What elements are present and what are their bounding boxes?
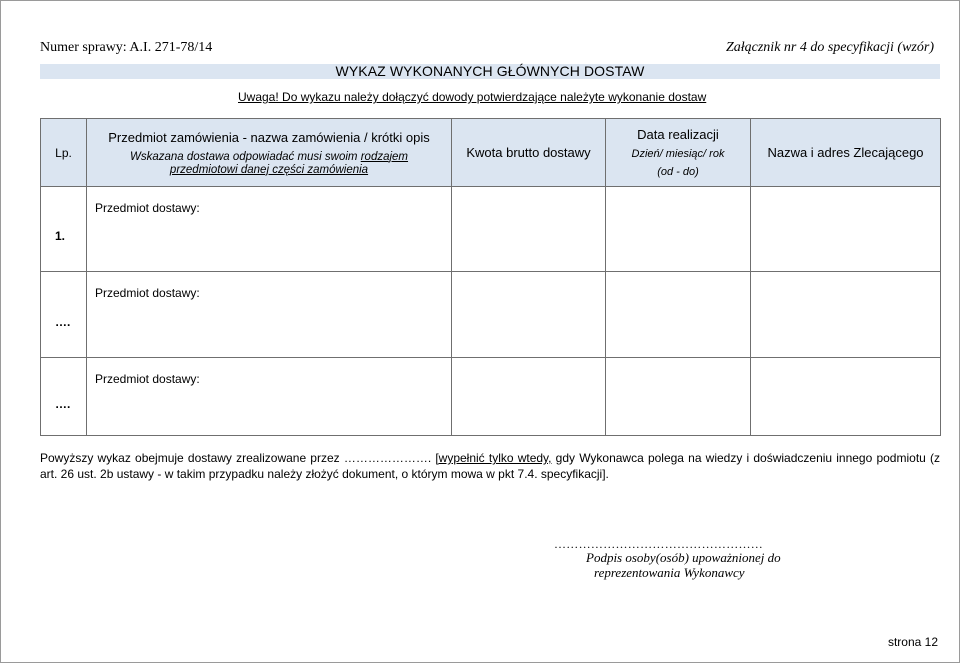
header-subject — [87, 119, 452, 187]
row-client[interactable] — [751, 272, 941, 358]
row-amount[interactable] — [452, 272, 606, 358]
attachment-label: Załącznik nr 4 do specyfikacji (wzór) — [725, 40, 934, 55]
row-lp: 1. — [41, 187, 87, 272]
table-row — [41, 272, 941, 358]
table-row — [41, 187, 941, 272]
deliveries-table — [40, 118, 941, 436]
row-lp: …. — [41, 358, 87, 436]
row-lp: …. — [41, 272, 87, 358]
row-subject[interactable]: Przedmiot dostawy: — [87, 187, 452, 272]
header-client: Nazwa i adres Zlecającego — [751, 119, 941, 187]
row-date[interactable] — [606, 272, 751, 358]
row-date[interactable] — [606, 187, 751, 272]
footnote: Powyższy wykaz obejmuje dostawy zrealizowane przez …………………. [wypełnić tylko wtedy, gdy Wykonawca polega na wiedzy i doświadczeniu innego podmiotu (z art. 26 ust. 2b ustawy - w takim przypadku należy złożyć dokument, o którym mowa w pkt 7.4. specyfikacji]. — [40, 451, 940, 481]
row-client[interactable] — [751, 187, 941, 272]
row-amount[interactable] — [452, 187, 606, 272]
header-date: Data realizacji Dzień/ miesiąc/ rok (od - do) — [606, 119, 751, 187]
case-number: Numer sprawy: A.I. 271-78/14 — [40, 40, 213, 55]
page-number: strona 12 — [887, 635, 938, 649]
header-subject-main: Przedmiot zamówienia - nazwa zamówienia / krótki opis — [108, 129, 430, 145]
table-header-row — [41, 119, 941, 187]
row-subject[interactable]: Przedmiot dostawy: — [87, 358, 452, 436]
signature-caption-1: Podpis osoby(osób) upoważnionej do — [586, 550, 781, 565]
signature-caption-2: reprezentowania Wykonawcy — [594, 565, 745, 580]
header-subject-note: Wskazana dostawa odpowiadać musi swoim rodzajem przedmiotowi danej części zamówienia — [129, 150, 409, 176]
row-client[interactable] — [751, 358, 941, 436]
row-date[interactable] — [606, 358, 751, 436]
notice-text: Uwaga! Do wykazu należy dołączyć dowody potwierdzające należyte wykonanie dostaw — [238, 90, 707, 104]
header-lp: Lp. — [41, 119, 87, 187]
row-subject[interactable]: Przedmiot dostawy: — [87, 272, 452, 358]
row-amount[interactable] — [452, 358, 606, 436]
header-amount: Kwota brutto dostawy — [452, 119, 606, 187]
table-row — [41, 358, 941, 436]
signature-line: …………………………………………… — [554, 537, 764, 551]
document-title: WYKAZ WYKONANYCH GŁÓWNYCH DOSTAW — [335, 63, 645, 79]
